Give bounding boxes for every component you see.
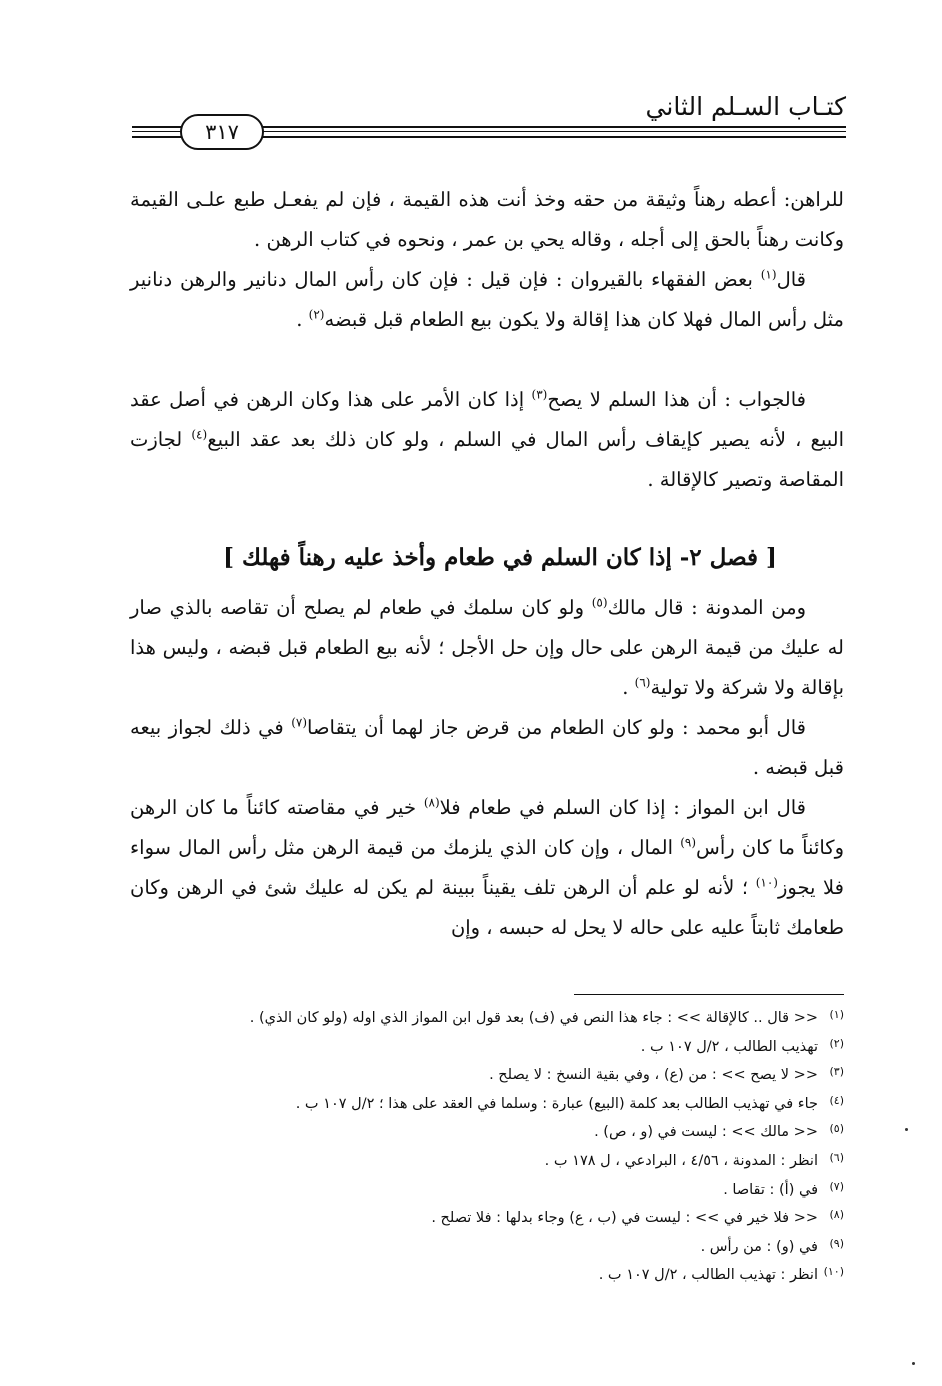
footnote-ref-10[interactable]: (١٠) xyxy=(755,875,778,890)
paragraph-5-text-a: قال أبو محمد : ولو كان الطعام من قرض جاز لهما أن يتقاصا xyxy=(307,716,806,739)
footnote-number: (٢) xyxy=(829,1036,844,1050)
footnote-number: (٣) xyxy=(829,1065,844,1079)
paragraph-6-text-c: المال ، وإن كان الذي يلزمك من قيمة الرهن مثل رأس المال سواء فلا يجوز xyxy=(130,836,844,899)
footnote-text: << لا يصح >> : من (ع) ، وفي بقية النسخ : لا يصلح . xyxy=(489,1067,818,1084)
scan-speck xyxy=(905,1128,908,1131)
paragraph-6-text-d: ؛ لأنه لو علم أن الرهن تلف يقيناً ببينة لم يكن له عليك شئ في الرهن وكان طعامك ثابتاً عليه على حاله لا يحل له حبسه ، وإن xyxy=(130,876,844,939)
footnote-number: (٨) xyxy=(829,1208,844,1222)
footnote-text: في (و) : من رأس . xyxy=(700,1238,818,1255)
footnote-number: (٦) xyxy=(829,1150,844,1164)
footnote-text: انظر : المدونة ، ٤/٥٦ ، البرادعي ، ل ١٧٨ ب . xyxy=(544,1152,818,1169)
footnote-ref-9[interactable]: (٩) xyxy=(680,835,697,850)
paragraph-1-line-2: القيمة وكانت رهناً بالحق إلى أجله ، وقاله يحي بن عمر ، ونحوه في كتاب الرهن . xyxy=(130,188,844,251)
paragraph-2-text-c: . xyxy=(296,308,309,331)
footnote-ref-6[interactable]: (٦) xyxy=(634,675,651,690)
text-block-1 xyxy=(130,180,844,340)
paragraph-6-text-a: قال ابن المواز : إذا كان السلم في طعام فلا xyxy=(439,796,806,819)
paragraph-5-text-b: في ذلك لجواز بيعه قبل قبضه . xyxy=(130,716,844,779)
footnote-separator xyxy=(574,994,844,995)
paragraph-6-text-b: خير في مقاصته كائناً ما كان الرهن وكائناً ما كان رأس xyxy=(130,796,845,859)
paragraph-4-text-b: ولو كان سلمك في طعام لم يصلح أن تقاصه بالذي صار له عليك من قيمة الرهن على حال وإن حل الأجل ؛ لأنه بيع الطعام قبل قبضه ، وليس هذا بإقالة ولا شركة ولا تولية xyxy=(130,596,844,699)
footnote-3 xyxy=(130,1061,844,1090)
footnote-2 xyxy=(130,1033,844,1062)
footnotes xyxy=(130,1004,844,1290)
text-block-2 xyxy=(130,380,844,500)
footnote-ref-5[interactable]: (٥) xyxy=(591,595,608,610)
footnote-number: (٥) xyxy=(829,1122,844,1136)
footnote-text: << قال .. كالإقالة >> : جاء هذا النص في (ف) بعد قول ابن المواز الذي اوله (ولو كان الذي) . xyxy=(249,1010,818,1026)
paragraph-2 xyxy=(130,260,844,340)
footnote-10 xyxy=(130,1261,844,1290)
footnote-6 xyxy=(130,1147,844,1176)
footnote-number: (٧) xyxy=(829,1179,844,1193)
paragraph-4 xyxy=(130,588,844,708)
scan-speck xyxy=(912,1362,915,1365)
page-number: ٣١٧ xyxy=(180,114,264,150)
footnote-ref-4[interactable]: (٤) xyxy=(191,427,208,442)
footnote-number: (١٠) xyxy=(823,1265,844,1279)
paragraph-6 xyxy=(130,788,844,948)
footnote-7 xyxy=(130,1176,844,1205)
paragraph-5 xyxy=(130,708,844,788)
paragraph-2-text-a: قال xyxy=(776,268,806,291)
paragraph-3-text-a: فالجواب : أن هذا السلم لا يصح xyxy=(547,388,806,411)
footnote-text: << مالك >> : ليست في (و ، ص) . xyxy=(594,1124,818,1141)
section-heading: [ فصل ٢- إذا كان السلم في طعام وأخذ عليه رهناً فهلك ] xyxy=(223,544,777,571)
footnote-number: (٤) xyxy=(829,1093,844,1107)
footnote-ref-2[interactable]: (٢) xyxy=(308,307,325,322)
footnote-text: انظر : تهذيب الطالب ، ٢/ل ١٠٧ ب . xyxy=(598,1267,818,1284)
paragraph-3-text-b: إذا كان الأمر على هذا وكان الرهن في أصل عقد البيع ، لأنه يصير كإيقاف رأس المال في السلم ، ولو كان ذلك بعد عقد البيع xyxy=(130,388,844,451)
footnote-number: (١) xyxy=(829,1008,844,1021)
footnote-8 xyxy=(130,1204,844,1233)
footnote-ref-7[interactable]: (٧) xyxy=(291,715,308,730)
footnote-text: تهذيب الطالب ، ٢/ل ١٠٧ ب . xyxy=(640,1038,818,1055)
footnote-9 xyxy=(130,1233,844,1262)
footnote-ref-1[interactable]: (١) xyxy=(760,267,777,282)
paragraph-4-text-c: . xyxy=(622,676,635,699)
footnote-text: << فلا خير في >> : ليست في (ب ، ع) وجاء بدلها : فلا تصلح . xyxy=(431,1210,818,1227)
footnote-number: (٩) xyxy=(829,1236,844,1250)
paragraph-3 xyxy=(130,380,844,500)
paragraph-1-line-1: للراهن: أعطه رهناً وثيقة من حقه وخذ أنت هذه القيمة ، فإن لم يفعـل طبع علـى xyxy=(186,188,845,211)
footnote-1 xyxy=(130,1004,844,1033)
paragraph-2-text-b: بعض الفقهاء بالقيروان : فإن قيل : فإن كان رأس المال دنانير والرهن دنانير مثل رأس المال فهلا كان هذا إقالة ولا يكون بيع الطعام قبل قبضه xyxy=(130,268,844,331)
running-title: كتـاب السـلم الثاني xyxy=(645,92,846,121)
paragraph-4-text-a: ومن المدونة : قال مالك xyxy=(607,596,807,619)
footnote-ref-3[interactable]: (٣) xyxy=(531,387,548,402)
footnote-text: في (أ) : تقاصا . xyxy=(723,1181,818,1198)
paragraph-1 xyxy=(130,180,844,260)
footnote-4 xyxy=(130,1090,844,1119)
text-block-3 xyxy=(130,588,844,948)
paragraph-3-text-c: لجازت المقاصة وتصير كالإقالة . xyxy=(130,428,844,491)
footnote-5 xyxy=(130,1118,844,1147)
footnote-ref-8[interactable]: (٨) xyxy=(423,795,440,810)
footnote-text: جاء في تهذيب الطالب بعد كلمة (البيع) عبارة : وسلما في العقد على هذا ؛ ٢/ل ١٠٧ ب . xyxy=(295,1095,818,1112)
